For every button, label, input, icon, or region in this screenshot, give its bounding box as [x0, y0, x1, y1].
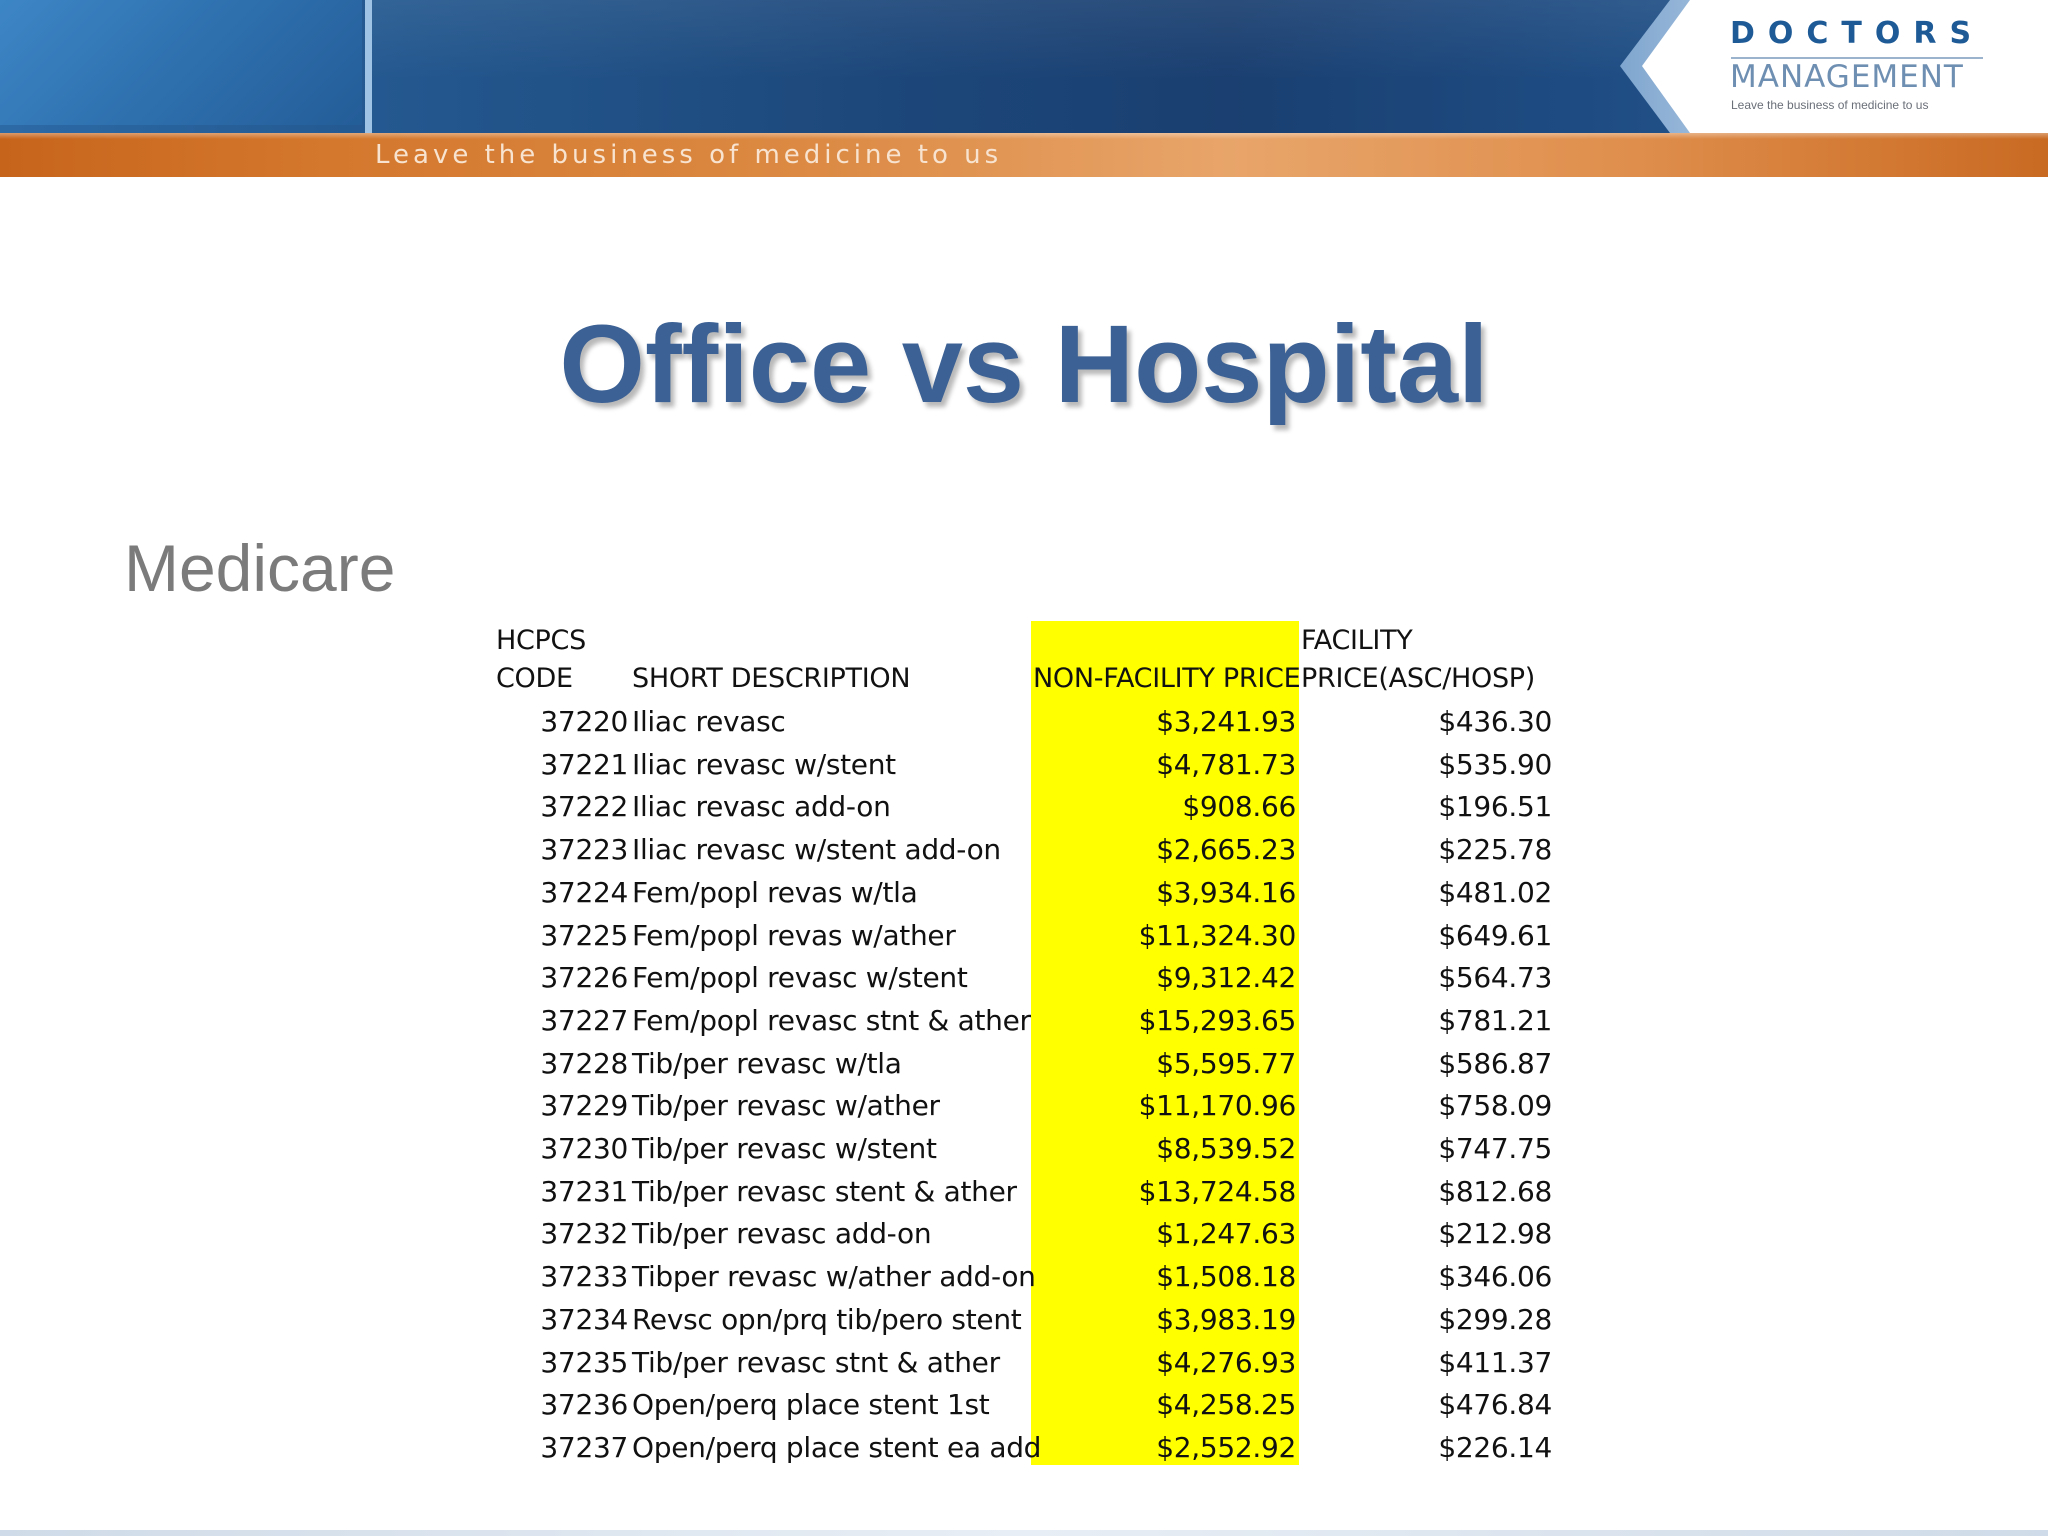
table-row — [0, 1427, 2048, 1469]
slide-title: Office vs Hospital — [559, 303, 1489, 426]
logo-name-line1: DOCTORS — [1730, 16, 1985, 51]
cell-non-facility: $3,934.16 — [1156, 875, 1296, 909]
table-row — [0, 1256, 2048, 1298]
cell-description: Tibper revasc w/ather add-on — [632, 1260, 1036, 1294]
table-row — [0, 1085, 2048, 1127]
cell-facility: $476.84 — [1438, 1388, 1552, 1422]
cell-facility: $747.75 — [1438, 1132, 1552, 1165]
cell-description: Revsc opn/prq tib/pero stent — [632, 1302, 1022, 1336]
cell-non-facility: $2,552.92 — [1156, 1430, 1296, 1464]
cell-non-facility: $4,781.73 — [1156, 747, 1296, 781]
table-row — [0, 1171, 2048, 1213]
bottom-rule — [0, 1530, 2048, 1536]
cell-non-facility: $9,312.42 — [1156, 961, 1296, 995]
banner-left-panel — [0, 0, 362, 125]
cell-facility: $212.98 — [1438, 1217, 1552, 1251]
cell-facility: $225.78 — [1438, 833, 1552, 867]
cell-code: 37237 — [540, 1430, 628, 1464]
cell-description: Tib/per revasc add-on — [632, 1217, 932, 1251]
cell-code: 37236 — [540, 1388, 628, 1422]
cell-description: Tib/per revasc w/ather — [632, 1089, 940, 1123]
cell-non-facility: $8,539.52 — [1156, 1132, 1296, 1165]
cell-code: 37227 — [540, 1003, 628, 1037]
cell-description: Tib/per revasc w/tla — [632, 1046, 902, 1080]
cell-description: Open/perq place stent 1st — [632, 1388, 990, 1422]
cell-code: 37221 — [540, 747, 628, 781]
cell-code: 37223 — [540, 833, 628, 867]
cell-non-facility: $11,324.30 — [1138, 918, 1296, 952]
cell-code: 37222 — [540, 790, 628, 824]
header-description: SHORT DESCRIPTION — [632, 663, 911, 694]
cell-code: 37232 — [540, 1217, 628, 1251]
cell-code: 37220 — [540, 705, 628, 738]
cell-code: 37234 — [540, 1302, 628, 1336]
cell-code: 37235 — [540, 1345, 628, 1379]
cell-description: Fem/popl revas w/ather — [632, 918, 956, 952]
cell-description: Tib/per revasc w/stent — [632, 1132, 937, 1165]
cell-non-facility: $13,724.58 — [1138, 1174, 1296, 1208]
cell-facility: $564.73 — [1438, 961, 1552, 995]
logo-name-line2: MANAGEMENT — [1730, 59, 1964, 95]
cell-non-facility: $2,665.23 — [1156, 833, 1296, 867]
cell-description: Fem/popl revasc w/stent — [632, 961, 968, 995]
header-code-line2: CODE — [496, 663, 573, 694]
cell-facility: $535.90 — [1438, 747, 1552, 781]
cell-description: Iliac revasc — [632, 705, 786, 738]
table-row — [0, 1299, 2048, 1341]
cell-non-facility: $1,247.63 — [1156, 1217, 1296, 1251]
cell-non-facility: $3,983.19 — [1156, 1302, 1296, 1336]
table-row — [0, 915, 2048, 957]
table-row — [0, 829, 2048, 871]
header-facility — [1301, 622, 1535, 698]
cell-non-facility: $4,276.93 — [1156, 1345, 1296, 1379]
cell-facility: $649.61 — [1438, 918, 1552, 952]
banner-orange-band — [0, 133, 2048, 177]
cell-non-facility: $3,241.93 — [1156, 705, 1296, 738]
cell-facility: $436.30 — [1438, 705, 1552, 738]
cell-non-facility: $4,258.25 — [1156, 1388, 1296, 1422]
cell-code: 37230 — [540, 1132, 628, 1165]
cell-code: 37224 — [540, 875, 628, 909]
table-row — [0, 786, 2048, 828]
banner-overlay — [372, 0, 1672, 133]
cell-description: Iliac revasc w/stent — [632, 747, 896, 781]
cell-facility: $346.06 — [1438, 1260, 1552, 1294]
cell-facility: $481.02 — [1438, 875, 1552, 909]
header-code-line1: HCPCS — [496, 625, 586, 656]
cell-facility: $226.14 — [1438, 1430, 1552, 1464]
cell-description: Iliac revasc add-on — [632, 790, 891, 824]
cell-code: 37231 — [540, 1174, 628, 1208]
cell-facility: $758.09 — [1438, 1089, 1552, 1123]
table-row — [0, 1384, 2048, 1426]
cell-facility: $411.37 — [1438, 1345, 1552, 1379]
cell-code: 37225 — [540, 918, 628, 952]
section-label: Medicare — [124, 531, 396, 605]
table-row — [0, 701, 2048, 743]
cell-code: 37226 — [540, 961, 628, 995]
cell-non-facility: $1,508.18 — [1156, 1260, 1296, 1294]
cell-description: Iliac revasc w/stent add-on — [632, 833, 1001, 867]
logo-tagline: Leave the business of medicine to us — [1731, 98, 1929, 112]
cell-non-facility: $908.66 — [1182, 790, 1296, 824]
cell-description: Tib/per revasc stnt & ather — [632, 1345, 1000, 1379]
table-row — [0, 1342, 2048, 1384]
table-row — [0, 872, 2048, 914]
table-row — [0, 744, 2048, 786]
banner-divider — [365, 0, 372, 133]
header-banner — [0, 0, 2048, 180]
cell-facility: $586.87 — [1438, 1046, 1552, 1080]
table-row — [0, 1000, 2048, 1042]
banner-tagline: Leave the business of medicine to us — [375, 140, 1003, 170]
header-facility-line1: FACILITY — [1301, 625, 1413, 656]
table-row — [0, 1213, 2048, 1255]
header-code — [496, 622, 586, 698]
cell-code: 37228 — [540, 1046, 628, 1080]
cell-description: Fem/popl revasc stnt & ather — [632, 1003, 1031, 1037]
cell-facility: $781.21 — [1438, 1003, 1552, 1037]
cell-non-facility: $15,293.65 — [1138, 1003, 1296, 1037]
cell-description: Fem/popl revas w/tla — [632, 875, 918, 909]
header-non-facility: NON-FACILITY PRICE — [1033, 663, 1301, 694]
cell-facility: $812.68 — [1438, 1174, 1552, 1208]
cell-code: 37229 — [540, 1089, 628, 1123]
cell-non-facility: $5,595.77 — [1156, 1046, 1296, 1080]
cell-non-facility: $11,170.96 — [1138, 1089, 1296, 1123]
table-row — [0, 1128, 2048, 1170]
cell-facility: $299.28 — [1438, 1302, 1552, 1336]
banner-orange-bevel — [0, 133, 2048, 139]
table-row — [0, 957, 2048, 999]
table-row — [0, 1043, 2048, 1085]
cell-description: Tib/per revasc stent & ather — [632, 1174, 1017, 1208]
cell-description: Open/perq place stent ea add — [632, 1430, 1042, 1464]
header-facility-line2: PRICE(ASC/HOSP) — [1301, 663, 1536, 694]
cell-facility: $196.51 — [1438, 790, 1552, 824]
cell-code: 37233 — [540, 1260, 628, 1294]
